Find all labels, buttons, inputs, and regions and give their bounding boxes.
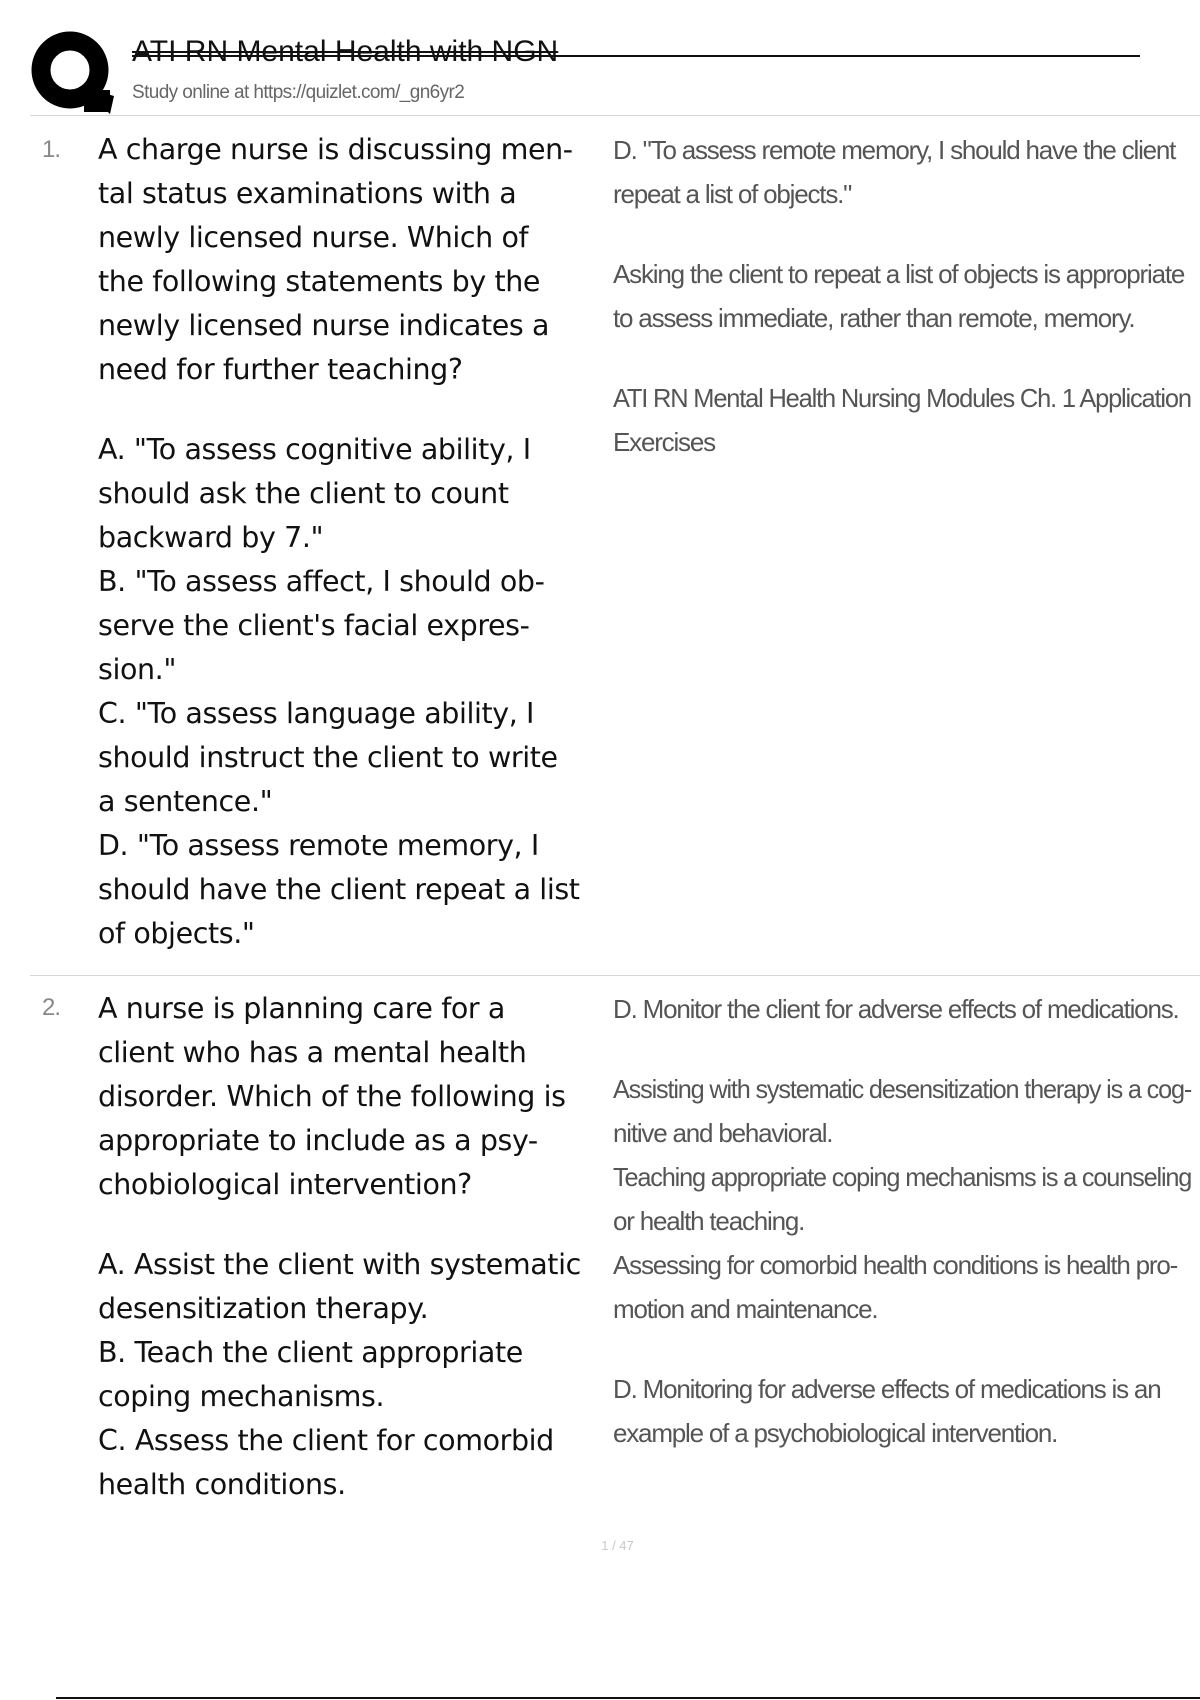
title-rule bbox=[132, 55, 1140, 57]
option-line: of objects." bbox=[98, 917, 255, 950]
answer-line: repeat a list of objects." bbox=[613, 179, 852, 209]
card-number: 1. bbox=[42, 136, 61, 163]
option-line: should instruct the client to write bbox=[98, 741, 558, 774]
source-line: example of a psychobiological intervention. bbox=[613, 1418, 1058, 1448]
option-line: backward by 7." bbox=[98, 521, 324, 554]
source-line: D. Monitoring for adverse effects of medications is an bbox=[613, 1374, 1161, 1404]
question-line: A charge nurse is discussing men- bbox=[98, 133, 573, 166]
question-line: newly licensed nurse. Which of bbox=[98, 221, 529, 254]
document-title: ATI RN Mental Health with NGN bbox=[132, 35, 559, 68]
quizlet-logo-icon bbox=[30, 30, 114, 114]
option-line: A. Assist the client with systematic bbox=[98, 1248, 581, 1281]
question-line: tal status examinations with a bbox=[98, 177, 517, 210]
rationale-line: or health teaching. bbox=[613, 1206, 805, 1236]
answer-text bbox=[613, 987, 1193, 1455]
option-line: should ask the client to count bbox=[98, 477, 509, 510]
option-line: sion." bbox=[98, 653, 177, 686]
card-divider bbox=[30, 975, 1200, 976]
option-line: a sentence." bbox=[98, 785, 273, 818]
rationale-line: nitive and behavioral. bbox=[613, 1118, 833, 1148]
rationale-line: motion and maintenance. bbox=[613, 1294, 878, 1324]
rationale-line: Asking the client to repeat a list of objects is appropriate bbox=[613, 259, 1185, 289]
option-line: B. "To assess affect, I should ob- bbox=[98, 565, 545, 598]
source-line: ATI RN Mental Health Nursing Modules Ch. 1 Application bbox=[613, 383, 1191, 413]
question-line: client who has a mental health bbox=[98, 1036, 527, 1069]
header-divider bbox=[30, 115, 1200, 116]
question-line: appropriate to include as a psy- bbox=[98, 1124, 538, 1157]
source-line: Exercises bbox=[613, 427, 715, 457]
answer-line: D. Monitor the client for adverse effects of medications. bbox=[613, 994, 1179, 1024]
answer-text bbox=[613, 128, 1193, 464]
rationale-line: Assisting with systematic desensitization therapy is a cog- bbox=[613, 1074, 1192, 1104]
page-number: 1 / 47 bbox=[601, 1538, 634, 1553]
option-line: D. "To assess remote memory, I bbox=[98, 829, 539, 862]
rationale-line: to assess immediate, rather than remote, memory. bbox=[613, 303, 1135, 333]
question-text bbox=[98, 987, 608, 1507]
question-line: chobiological intervention? bbox=[98, 1168, 472, 1201]
question-line: A nurse is planning care for a bbox=[98, 992, 505, 1025]
question-line: disorder. Which of the following is bbox=[98, 1080, 566, 1113]
option-line: coping mechanisms. bbox=[98, 1380, 385, 1413]
card-number: 2. bbox=[42, 994, 61, 1021]
option-line: desensitization therapy. bbox=[98, 1292, 429, 1325]
option-line: C. Assess the client for comorbid bbox=[98, 1424, 554, 1457]
question-line: the following statements by the bbox=[98, 265, 541, 298]
option-line: B. Teach the client appropriate bbox=[98, 1336, 523, 1369]
question-line: need for further teaching? bbox=[98, 353, 463, 386]
rationale-line: Assessing for comorbid health conditions is health pro- bbox=[613, 1250, 1178, 1280]
answer-line: D. "To assess remote memory, I should have the client bbox=[613, 135, 1176, 165]
question-line: newly licensed nurse indicates a bbox=[98, 309, 550, 342]
option-line: C. "To assess language ability, I bbox=[98, 697, 535, 730]
rationale-line: Teaching appropriate coping mechanisms is a counseling bbox=[613, 1162, 1192, 1192]
option-line: A. "To assess cognitive ability, I bbox=[98, 433, 531, 466]
question-text bbox=[98, 128, 608, 956]
option-line: serve the client's facial expres- bbox=[98, 609, 530, 642]
study-online-link[interactable]: Study online at https://quizlet.com/_gn6yr2 bbox=[132, 82, 465, 103]
option-line: health conditions. bbox=[98, 1468, 346, 1501]
bottom-rule bbox=[56, 1697, 1200, 1699]
option-line: should have the client repeat a list bbox=[98, 873, 580, 906]
